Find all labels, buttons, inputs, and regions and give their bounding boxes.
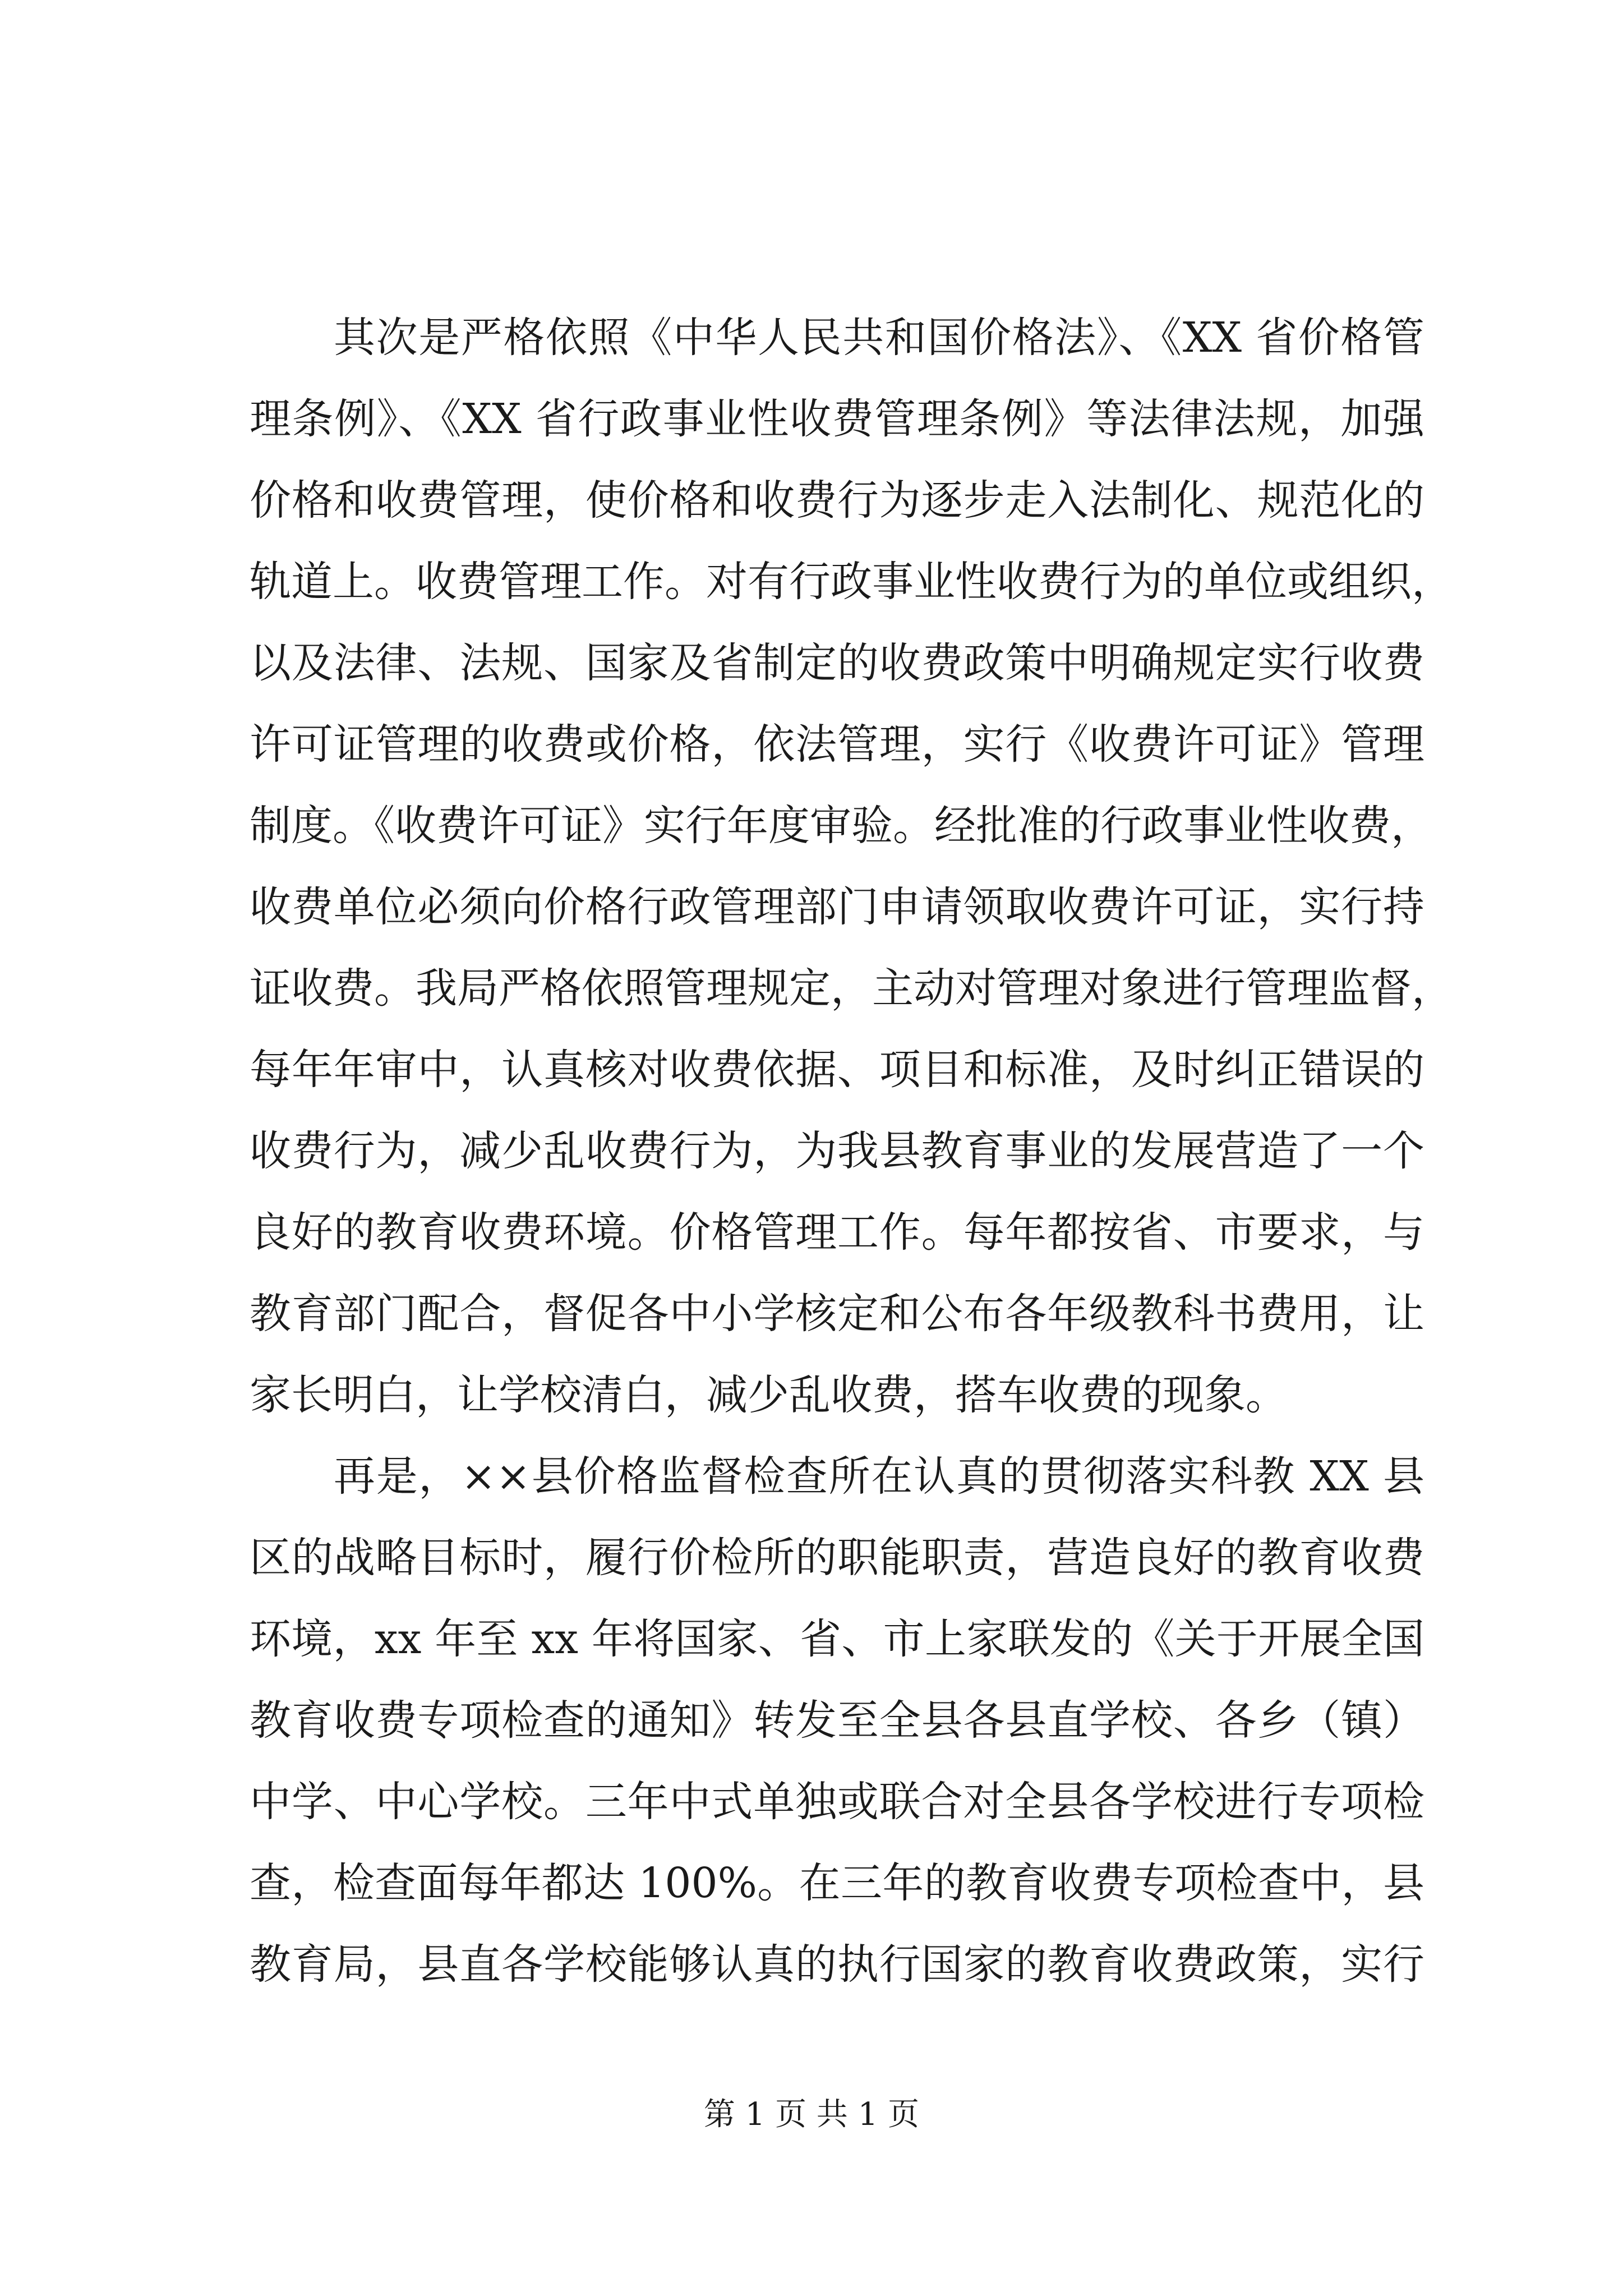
paragraph-2-line-3: 环境，xx 年至 xx 年将国家、省、市上家联发的《关于开展全国 xyxy=(250,1615,1424,1663)
document-body xyxy=(250,297,1453,2005)
paragraph-1-line-12: 良好的教育收费环境。价格管理工作。每年都按省、市要求，与 xyxy=(250,1208,1424,1257)
paragraph-1-line-14: 家长明白，让学校清白，减少乱收费，搭车收费的现象。 xyxy=(250,1371,1287,1419)
paragraph-1-line-4: 轨道上。收费管理工作。对有行政事业性收费行为的单位或组织， xyxy=(250,558,1453,606)
paragraph-2-line-5: 中学、中心学校。三年中式单独或联合对全县各学校进行专项检 xyxy=(250,1778,1424,1826)
paragraph-1-line-1: 其次是严格依照《中华人民共和国价格法》、《XX 省价格管 xyxy=(334,314,1424,362)
paragraph-1-line-13: 教育部门配合，督促各中小学核定和公布各年级教科书费用，让 xyxy=(250,1290,1424,1338)
paragraph-1-line-9: 证收费。我局严格依照管理规定，主动对管理对象进行管理监督， xyxy=(250,964,1453,1013)
paragraph-1-line-5: 以及法律、法规、国家及省制定的收费政策中明确规定实行收费 xyxy=(250,639,1424,687)
paragraph-1-line-2: 理条例》、《XX 省行政事业性收费管理条例》等法律法规，加强 xyxy=(250,395,1424,443)
paragraph-1-line-10: 每年年审中，认真核对收费依据、项目和标准，及时纠正错误的 xyxy=(250,1046,1424,1094)
paragraph-1-line-8: 收费单位必须向价格行政管理部门申请领取收费许可证，实行持 xyxy=(250,883,1424,931)
paragraph-2-line-7: 教育局，县直各学校能够认真的执行国家的教育收费政策，实行 xyxy=(250,1940,1424,1989)
paragraph-1-line-11: 收费行为，减少乱收费行为，为我县教育事业的发展营造了一个 xyxy=(250,1127,1424,1175)
paragraph-1-line-7: 制度。《收费许可证》实行年度审验。经批准的行政事业性收费， xyxy=(250,802,1432,850)
paragraph-2-line-1: 再是，××县价格监督检查所在认真的贯彻落实科教 XX 县 xyxy=(334,1452,1424,1501)
page-footer xyxy=(0,2090,1623,2134)
paragraph-1-line-6: 许可证管理的收费或价格，依法管理，实行《收费许可证》管理 xyxy=(250,720,1424,769)
page-number-label: 第 1 页 共 1 页 xyxy=(703,2096,920,2133)
paragraph-2-line-4: 教育收费专项检查的通知》转发至全县各县直学校、各乡（镇） xyxy=(250,1696,1424,1745)
paragraph-2-line-2: 区的战略目标时，履行价检所的职能职责，营造良好的教育收费 xyxy=(250,1534,1424,1582)
paragraph-1-line-3: 价格和收费管理，使价格和收费行为逐步走入法制化、规范化的 xyxy=(250,476,1424,524)
paragraph-2-line-6: 查，检查面每年都达 100%。在三年的教育收费专项检查中，县 xyxy=(250,1859,1424,1907)
